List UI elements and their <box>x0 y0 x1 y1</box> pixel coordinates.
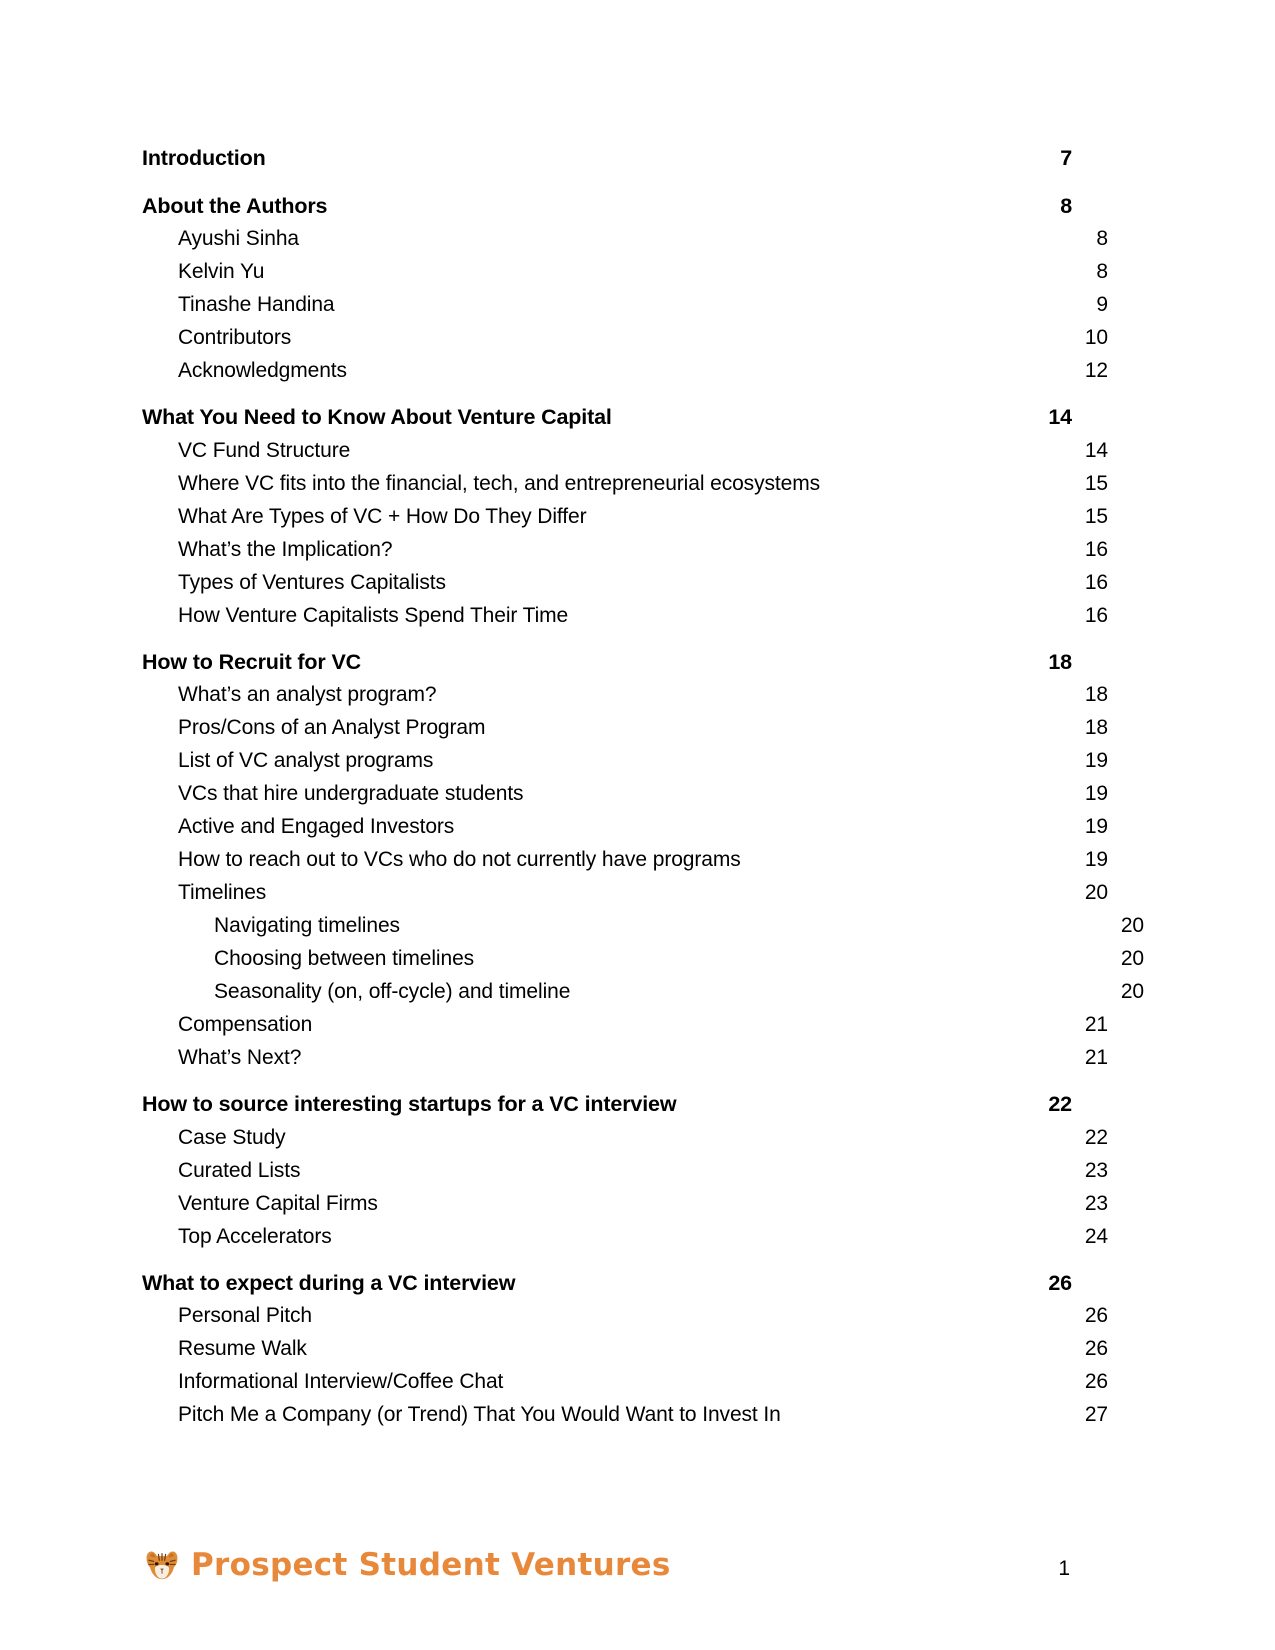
tiger-face-icon <box>143 1546 181 1584</box>
toc-entry-title: Pros/Cons of an Analyst Program <box>178 716 486 739</box>
toc-entry-page-number: 16 <box>1084 570 1108 594</box>
page-footer <box>0 1530 1275 1650</box>
footer-page-number: 1 <box>1058 1557 1070 1580</box>
toc-entry-page-number: 19 <box>1084 815 1108 838</box>
toc-entry-row[interactable] <box>142 605 1108 626</box>
toc-entry-page-number: 27 <box>1084 1403 1108 1426</box>
toc-entry-row[interactable] <box>142 261 1108 282</box>
toc-entry-title: What’s an analyst program? <box>178 683 437 706</box>
toc-entry-row[interactable] <box>142 1127 1108 1148</box>
toc-entry-title: About the Authors <box>142 193 328 218</box>
toc-entry-title: Types of Ventures Capitalists <box>178 570 446 594</box>
toc-entry-page-number: 15 <box>1084 504 1108 528</box>
toc-entry-row[interactable] <box>142 572 1108 593</box>
toc-entry-row[interactable] <box>142 1338 1108 1359</box>
toc-entry-page-number: 15 <box>1084 471 1108 495</box>
toc-entry-row[interactable] <box>142 1305 1108 1326</box>
toc-entry-title: Where VC fits into the financial, tech, and entrepreneurial ecosystems <box>178 471 820 495</box>
toc-entry-title: List of VC analyst programs <box>178 749 434 772</box>
toc-entry-page-number: 8 <box>1096 227 1108 250</box>
toc-entry-title: How to source interesting startups for a VC interview <box>142 1092 677 1116</box>
toc-entry-row[interactable] <box>142 360 1108 381</box>
toc-entry-row[interactable] <box>142 849 1108 870</box>
toc-entry-row[interactable] <box>142 506 1108 527</box>
toc-entry-title: Resume Walk <box>178 1337 307 1360</box>
toc-section-row[interactable] <box>142 1270 1072 1295</box>
toc-entry-page-number: 19 <box>1084 782 1108 805</box>
toc-entry-page-number: 26 <box>1084 1337 1108 1360</box>
toc-entry-title: Informational Interview/Coffee Chat <box>178 1370 504 1393</box>
toc-entry-title: Top Accelerators <box>178 1224 332 1248</box>
toc-entry-title: Tinashe Handina <box>178 293 335 316</box>
toc-entry-page-number: 18 <box>1048 649 1072 674</box>
toc-entry-row[interactable] <box>142 294 1108 315</box>
toc-entry-row[interactable] <box>142 228 1108 249</box>
toc-entry-page-number: 16 <box>1084 537 1108 561</box>
brand-logo <box>143 1546 671 1584</box>
toc-entry-title: Timelines <box>178 881 267 904</box>
toc-entry-row[interactable] <box>142 750 1108 771</box>
toc-entry-page-number: 20 <box>1120 947 1144 970</box>
toc-entry-row[interactable] <box>142 1160 1108 1181</box>
toc-entry-row[interactable] <box>142 1014 1108 1035</box>
toc-entry-page-number: 19 <box>1084 749 1108 772</box>
toc-entry-page-number: 12 <box>1084 359 1108 382</box>
toc-entry-row[interactable] <box>142 915 1144 936</box>
toc-entry-title: What’s Next? <box>178 1046 302 1069</box>
toc-entry-page-number: 21 <box>1084 1013 1108 1036</box>
toc-entry-page-number: 20 <box>1120 914 1144 937</box>
toc-entry-title: Contributors <box>178 326 292 349</box>
toc-entry-title: How Venture Capitalists Spend Their Time <box>178 603 569 627</box>
toc-entry-title: Active and Engaged Investors <box>178 815 455 838</box>
toc-entry-row[interactable] <box>142 1404 1108 1425</box>
toc-entry-row[interactable] <box>142 882 1108 903</box>
toc-entry-row[interactable] <box>142 1371 1108 1392</box>
toc-entry-row[interactable] <box>142 684 1108 705</box>
toc-entry-page-number: 19 <box>1084 848 1108 871</box>
toc-entry-row[interactable] <box>142 440 1108 461</box>
toc-entry-title: Choosing between timelines <box>214 947 475 970</box>
toc-entry-title: How to reach out to VCs who do not currently have programs <box>178 848 741 871</box>
toc-entry-row[interactable] <box>142 1193 1108 1214</box>
toc-entry-page-number: 9 <box>1096 293 1108 316</box>
toc-entry-title: Introduction <box>142 146 266 170</box>
toc-entry-page-number: 14 <box>1084 438 1108 462</box>
toc-entry-row[interactable] <box>142 539 1108 560</box>
toc-entry-page-number: 23 <box>1084 1158 1108 1182</box>
toc-entry-row[interactable] <box>142 981 1144 1002</box>
toc-entry-title: Seasonality (on, off-cycle) and timeline <box>214 980 571 1003</box>
toc-entry-title: Pitch Me a Company (or Trend) That You Would Want to Invest In <box>178 1403 781 1426</box>
toc-entry-page-number: 10 <box>1084 326 1108 349</box>
toc-entry-title: What to expect during a VC interview <box>142 1270 516 1295</box>
toc-entry-title: How to Recruit for VC <box>142 649 362 674</box>
toc-entry-row[interactable] <box>142 1047 1108 1068</box>
toc-entry-title: Ayushi Sinha <box>178 227 299 250</box>
toc-entry-title: VC Fund Structure <box>178 438 351 462</box>
toc-entry-page-number: 8 <box>1060 193 1072 218</box>
toc-entry-page-number: 22 <box>1048 1092 1072 1116</box>
toc-entry-page-number: 24 <box>1084 1224 1108 1248</box>
toc-entry-row[interactable] <box>142 948 1144 969</box>
toc-entry-page-number: 14 <box>1048 405 1072 429</box>
toc-entry-row[interactable] <box>142 783 1108 804</box>
toc-entry-title: VCs that hire undergraduate students <box>178 782 524 805</box>
toc-entry-page-number: 18 <box>1084 716 1108 739</box>
toc-entry-title: Acknowledgments <box>178 359 347 382</box>
toc-entry-page-number: 16 <box>1084 603 1108 627</box>
toc-entry-page-number: 18 <box>1084 683 1108 706</box>
toc-entry-title: Case Study <box>178 1125 286 1149</box>
toc-entry-title: What’s the Implication? <box>178 537 393 561</box>
table-of-contents <box>142 146 1144 1426</box>
toc-entry-row[interactable] <box>142 816 1108 837</box>
brand-name: Prospect Student Ventures <box>191 1547 671 1583</box>
toc-entry-row[interactable] <box>142 473 1108 494</box>
toc-section-row[interactable] <box>142 407 1072 429</box>
toc-entry-row[interactable] <box>142 717 1108 738</box>
toc-entry-page-number: 22 <box>1084 1125 1108 1149</box>
toc-entry-title: Personal Pitch <box>178 1304 313 1327</box>
toc-entry-page-number: 26 <box>1084 1370 1108 1393</box>
toc-entry-title: Compensation <box>178 1013 313 1036</box>
toc-section-row[interactable] <box>142 649 1072 674</box>
toc-entry-page-number: 7 <box>1060 146 1072 170</box>
toc-entry-row[interactable] <box>142 1226 1108 1247</box>
toc-section-row[interactable] <box>142 1094 1072 1116</box>
toc-entry-page-number: 8 <box>1096 260 1108 283</box>
toc-entry-title: Curated Lists <box>178 1158 301 1182</box>
toc-entry-title: Navigating timelines <box>214 914 400 937</box>
toc-entry-page-number: 26 <box>1048 1270 1072 1295</box>
toc-entry-page-number: 21 <box>1084 1046 1108 1069</box>
toc-entry-row[interactable] <box>142 327 1108 348</box>
toc-entry-page-number: 20 <box>1120 980 1144 1003</box>
toc-section-row[interactable] <box>142 193 1072 218</box>
toc-entry-page-number: 23 <box>1084 1191 1108 1215</box>
toc-section-row[interactable] <box>142 148 1072 170</box>
toc-entry-title: Venture Capital Firms <box>178 1191 378 1215</box>
toc-entry-title: Kelvin Yu <box>178 260 265 283</box>
toc-entry-page-number: 26 <box>1084 1304 1108 1327</box>
toc-entry-page-number: 20 <box>1084 881 1108 904</box>
toc-entry-title: What You Need to Know About Venture Capital <box>142 405 612 429</box>
toc-entry-title: What Are Types of VC + How Do They Differ <box>178 504 587 528</box>
